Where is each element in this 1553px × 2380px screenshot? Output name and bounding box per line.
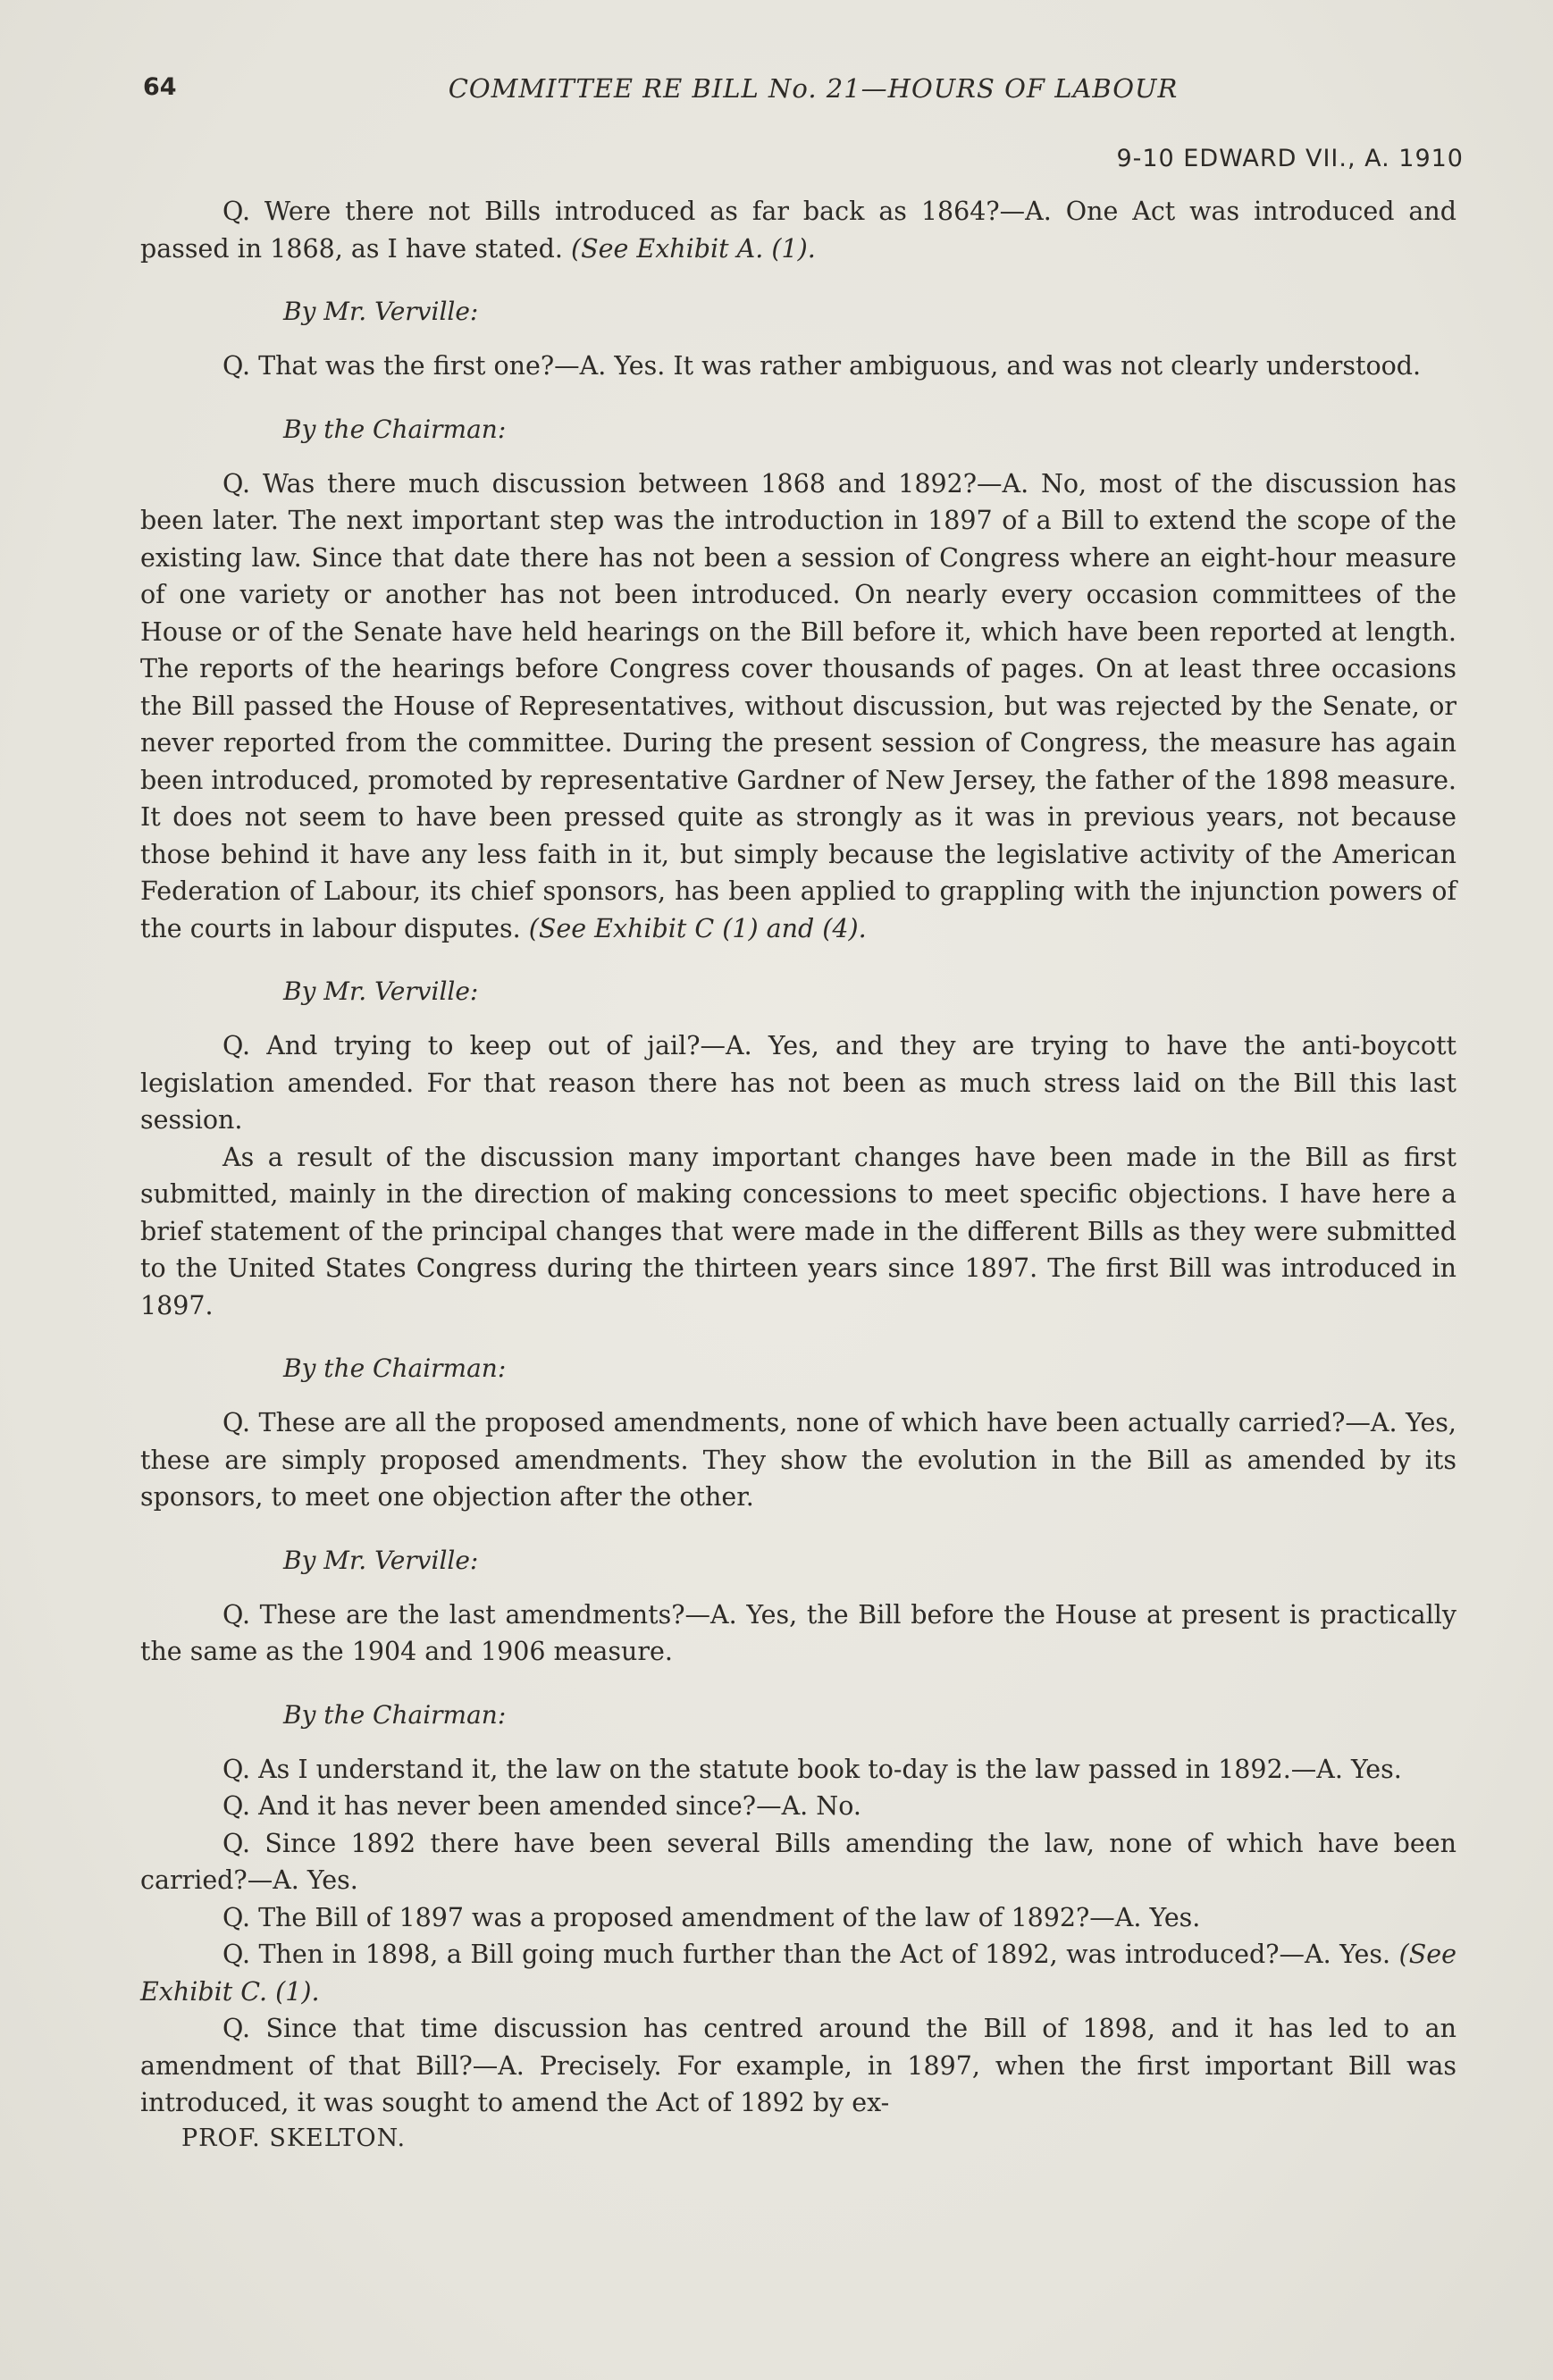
witness-signature: PROF. SKELTON. (181, 2124, 407, 2152)
paragraph (140, 1404, 1456, 1516)
speaker-heading: By the Chairman: (283, 1699, 507, 1730)
paragraph-text: Q. These are all the proposed amendments, none of which have been actually carried?—A. Yes, these are simply proposed amendments. They show the evolution in the Bill as amended by its sponsors, to meet one objection after the other. (140, 1408, 1456, 1512)
paragraph-text: Q. Was there much discussion between 1868 and 1892?—A. No, most of the discussion has been later. The next important step was the introduction in 1897 of a Bill to extend the scope of the existing law. Since that date there has not been a session of Congress where an eight-hour measure of one variety or another has not been introduced. On nearly every occasion committees of the House or of the Senate have held hearings on the Bill before it, which have been reported at length. The reports of the hearings before Congress cover thousands of pages. On at least three occasions the Bill passed the House of Representatives, without discussion, but was rejected by the Senate, or never reported from the committee. During the present session of Congress, the measure has again been introduced, promoted by representative Gardner of New Jersey, the father of the 1898 measure. It does not seem to have been pressed quite as strongly as it was in previous years, not because those behind it have any less faith in it, but simply because the legislative activity of the American Federation of Labour, its chief sponsors, has been applied to grappling with the injunction powers of the courts in labour disputes. (140, 468, 1456, 943)
page-header (143, 73, 1465, 114)
paragraph (140, 1139, 1456, 1325)
paragraph (140, 193, 1456, 267)
paragraph (140, 1936, 1456, 2010)
paragraph (140, 1751, 1456, 1789)
paragraph-text: As a result of the discussion many important changes have been made in the Bill as first submitted, mainly in the direction of making concessions to meet specific objections. I have here a brief statement of the principal changes that were made in the different Bills as they were submitted to the United States Congress during the thirteen years since 1897. The first Bill was introduced in 1897. (140, 1142, 1456, 1320)
paragraph (140, 1899, 1456, 1937)
speaker-heading: By Mr. Verville: (283, 297, 479, 326)
paragraph (140, 2010, 1456, 2122)
paragraph-text: Q. That was the first one?—A. Yes. It was rather ambiguous, and was not clearly understood. (222, 351, 1422, 381)
speaker-heading: By the Chairman: (283, 1353, 507, 1383)
paragraph-text: Q. And trying to keep out of jail?—A. Yes, and they are trying to have the anti-boycott legislation amended. For that reason there has not been as much stress laid on the Bill this last session. (140, 1031, 1456, 1135)
edition-line: 9-10 EDWARD VII., A. 1910 (1116, 145, 1464, 172)
paragraph-text: Q. Then in 1898, a Bill going much further than the Act of 1892, was introduced?—A. Yes. (222, 1940, 1399, 1969)
paragraph-text: Q. Were there not Bills introduced as far back as 1864?—A. One Act was introduced and passed in 1868, as I have stated. (140, 197, 1456, 264)
exhibit-reference: (See Exhibit A. (1). (570, 233, 816, 264)
running-title: COMMITTEE RE BILL No. 21—HOURS OF LABOUR (448, 73, 1179, 104)
speaker-heading: By the Chairman: (283, 414, 507, 444)
paragraph-text: Q. As I understand it, the law on the statute book to-day is the law passed in 1892.—A. Yes. (222, 1754, 1402, 1784)
paragraph (140, 348, 1456, 385)
paragraph (140, 465, 1456, 948)
paragraph (140, 1027, 1456, 1139)
paragraph-text: Q. The Bill of 1897 was a proposed amendment of the law of 1892?—A. Yes. (222, 1902, 1201, 1932)
paragraph-text: Q. These are the last amendments?—A. Yes, the Bill before the House at present is practically the same as the 1904 and 1906 measure. (140, 1599, 1456, 1666)
exhibit-reference: (See Exhibit C (1) and (4). (528, 913, 867, 943)
paragraph-text: Q. And it has never been amended since?—A. No. (222, 1791, 861, 1821)
speaker-heading: By Mr. Verville: (283, 976, 479, 1006)
paragraph (140, 1788, 1456, 1825)
exhibit-reference: (See Exhibit C. (1). (140, 1940, 1456, 2007)
paragraph (140, 1825, 1456, 1899)
paragraph-text: Q. Since 1892 there have been several Bills amending the law, none of which have been carried?—A. Yes. (140, 1828, 1456, 1895)
paragraph-text: Q. Since that time discussion has centred around the Bill of 1898, and it has led to an amendment of that Bill?—A. Precisely. For example, in 1897, when the first important Bill was introduced, it was sought to amend the Act of 1892 by ex- (140, 2014, 1456, 2117)
speaker-heading: By Mr. Verville: (283, 1545, 479, 1575)
testimony-body (140, 193, 1456, 2156)
paragraph (140, 1596, 1456, 1671)
page-number: 64 (143, 73, 177, 101)
